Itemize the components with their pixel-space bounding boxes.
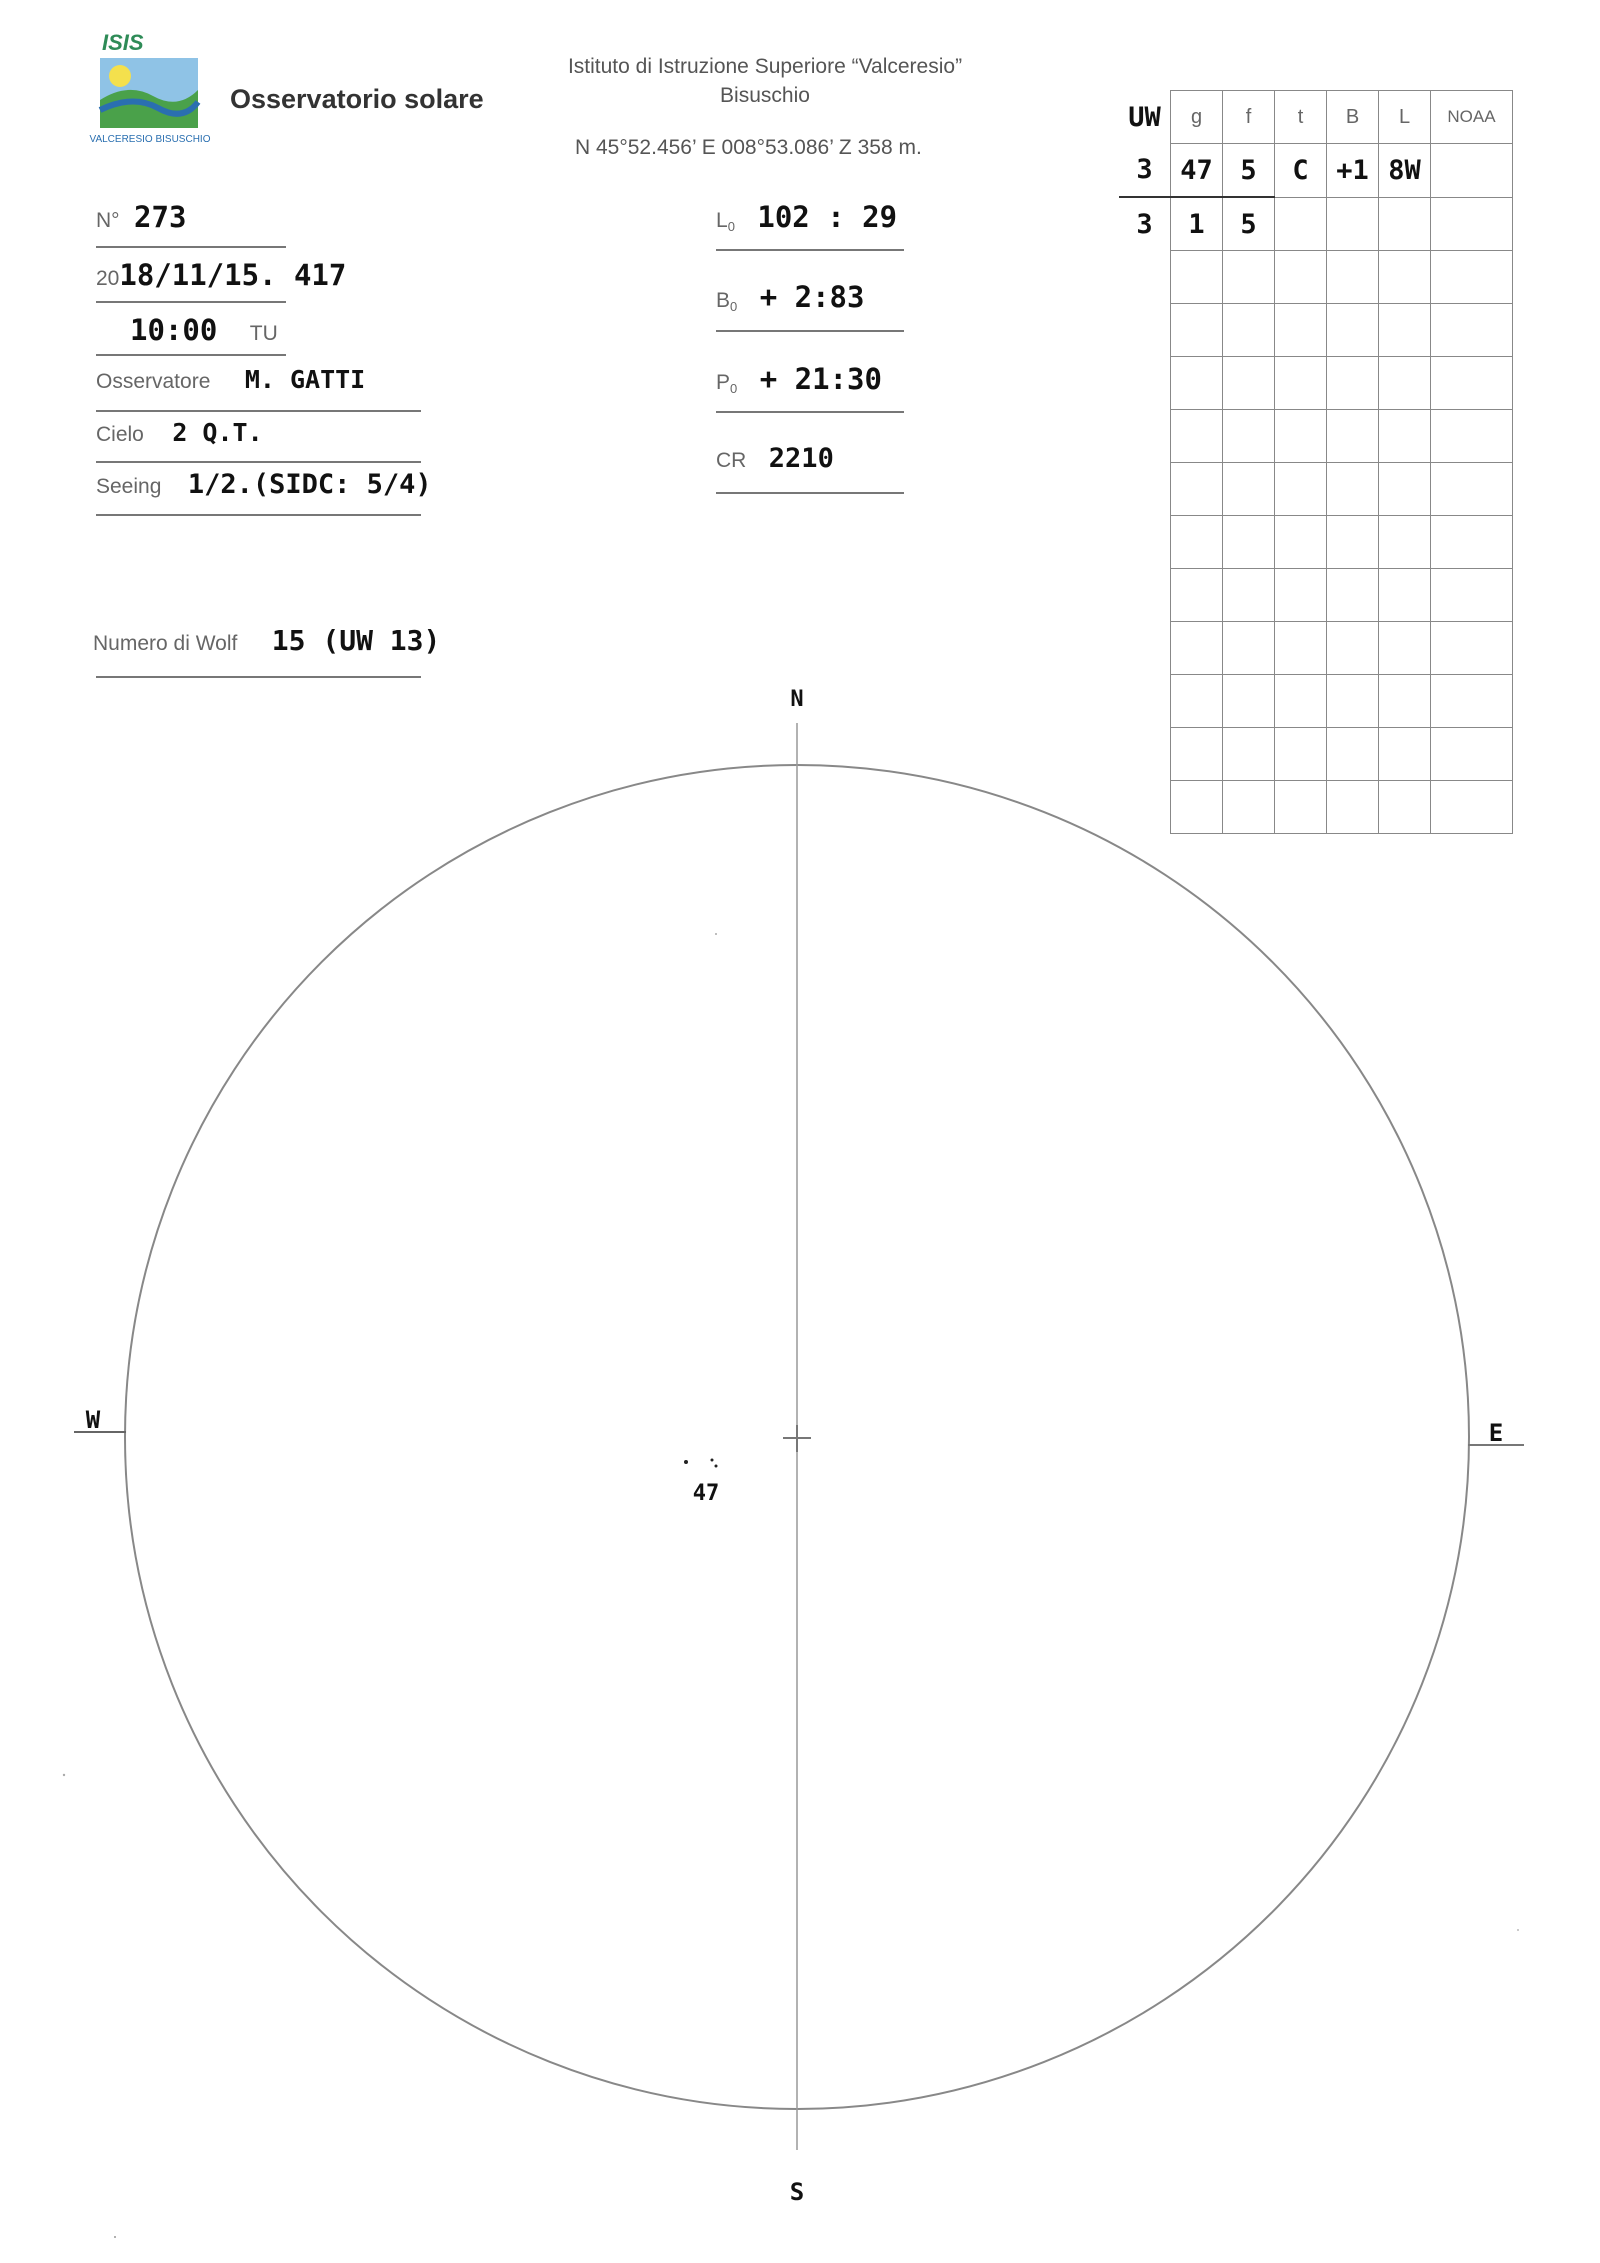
date-prefix: 20	[96, 267, 120, 290]
table-cell: 8W	[1379, 144, 1431, 198]
header-t: t	[1275, 91, 1327, 144]
l0-value: 102 : 29	[757, 200, 898, 234]
p0-subscript: 0	[730, 381, 738, 397]
institute-line-1: Istituto di Istruzione Superiore “Valceresio”	[567, 55, 963, 78]
table-cell: C	[1275, 144, 1327, 198]
uw-header: UW	[1128, 101, 1161, 133]
sunspot	[715, 1465, 718, 1468]
uw-cell: 3	[1119, 197, 1171, 251]
observer-label: Osservatore	[96, 370, 211, 393]
date-value: 18/11/15. 417	[119, 258, 347, 292]
table-cell: 5	[1223, 197, 1275, 251]
l0-subscript: 0	[727, 219, 735, 235]
north-label: N	[790, 687, 804, 712]
wolf-value: 15 (UW 13)	[271, 624, 441, 657]
l0-label: L	[716, 209, 728, 232]
header-b: B	[1327, 91, 1379, 144]
observer-value: M. GATTI	[244, 365, 366, 394]
east-label: E	[1488, 1419, 1504, 1447]
number-label: N°	[96, 209, 120, 232]
b0-subscript: 0	[730, 299, 738, 315]
logo-caption: VALCERESIO BISUSCHIO	[89, 134, 211, 145]
header-l: L	[1379, 91, 1431, 144]
sunspot-group-label: 47	[692, 1481, 720, 1506]
cr-value: 2210	[768, 443, 834, 474]
table-cell: +1	[1327, 144, 1379, 198]
table-cell: 5	[1223, 144, 1275, 198]
table-cell: 1	[1171, 197, 1223, 251]
south-label: S	[789, 2178, 805, 2206]
sky-label: Cielo	[96, 423, 144, 446]
uw-cell: 3	[1136, 154, 1153, 186]
logo-wordmark: ISIS	[102, 30, 144, 55]
west-label: W	[85, 1406, 101, 1434]
table-cell: 47	[1171, 144, 1223, 198]
seeing-label: Seeing	[96, 475, 162, 498]
header-noaa: NOAA	[1431, 91, 1513, 144]
observatory-coordinates: N 45°52.456’ E 008°53.086’ Z 358 m.	[575, 136, 922, 159]
observatory-title: Osservatorio solare	[230, 84, 484, 114]
number-value: 273	[134, 200, 187, 234]
cr-label: CR	[716, 449, 747, 472]
sky-value: 2 Q.T.	[172, 418, 263, 447]
header-f: f	[1223, 91, 1275, 144]
wolf-label: Numero di Wolf	[93, 632, 238, 655]
time-unit: TU	[249, 322, 278, 345]
time-value: 10:00	[130, 313, 218, 347]
sunspot	[711, 1459, 714, 1462]
p0-label: P	[716, 371, 731, 394]
institute-line-2: Bisuschio	[720, 84, 810, 107]
seeing-value: 1/2.(SIDC: 5/4)	[187, 469, 432, 500]
b0-value: + 2:83	[759, 280, 865, 314]
sunspot	[684, 1460, 688, 1464]
header-g: g	[1171, 91, 1223, 144]
b0-label: B	[716, 289, 731, 312]
p0-value: + 21:30	[759, 362, 882, 396]
